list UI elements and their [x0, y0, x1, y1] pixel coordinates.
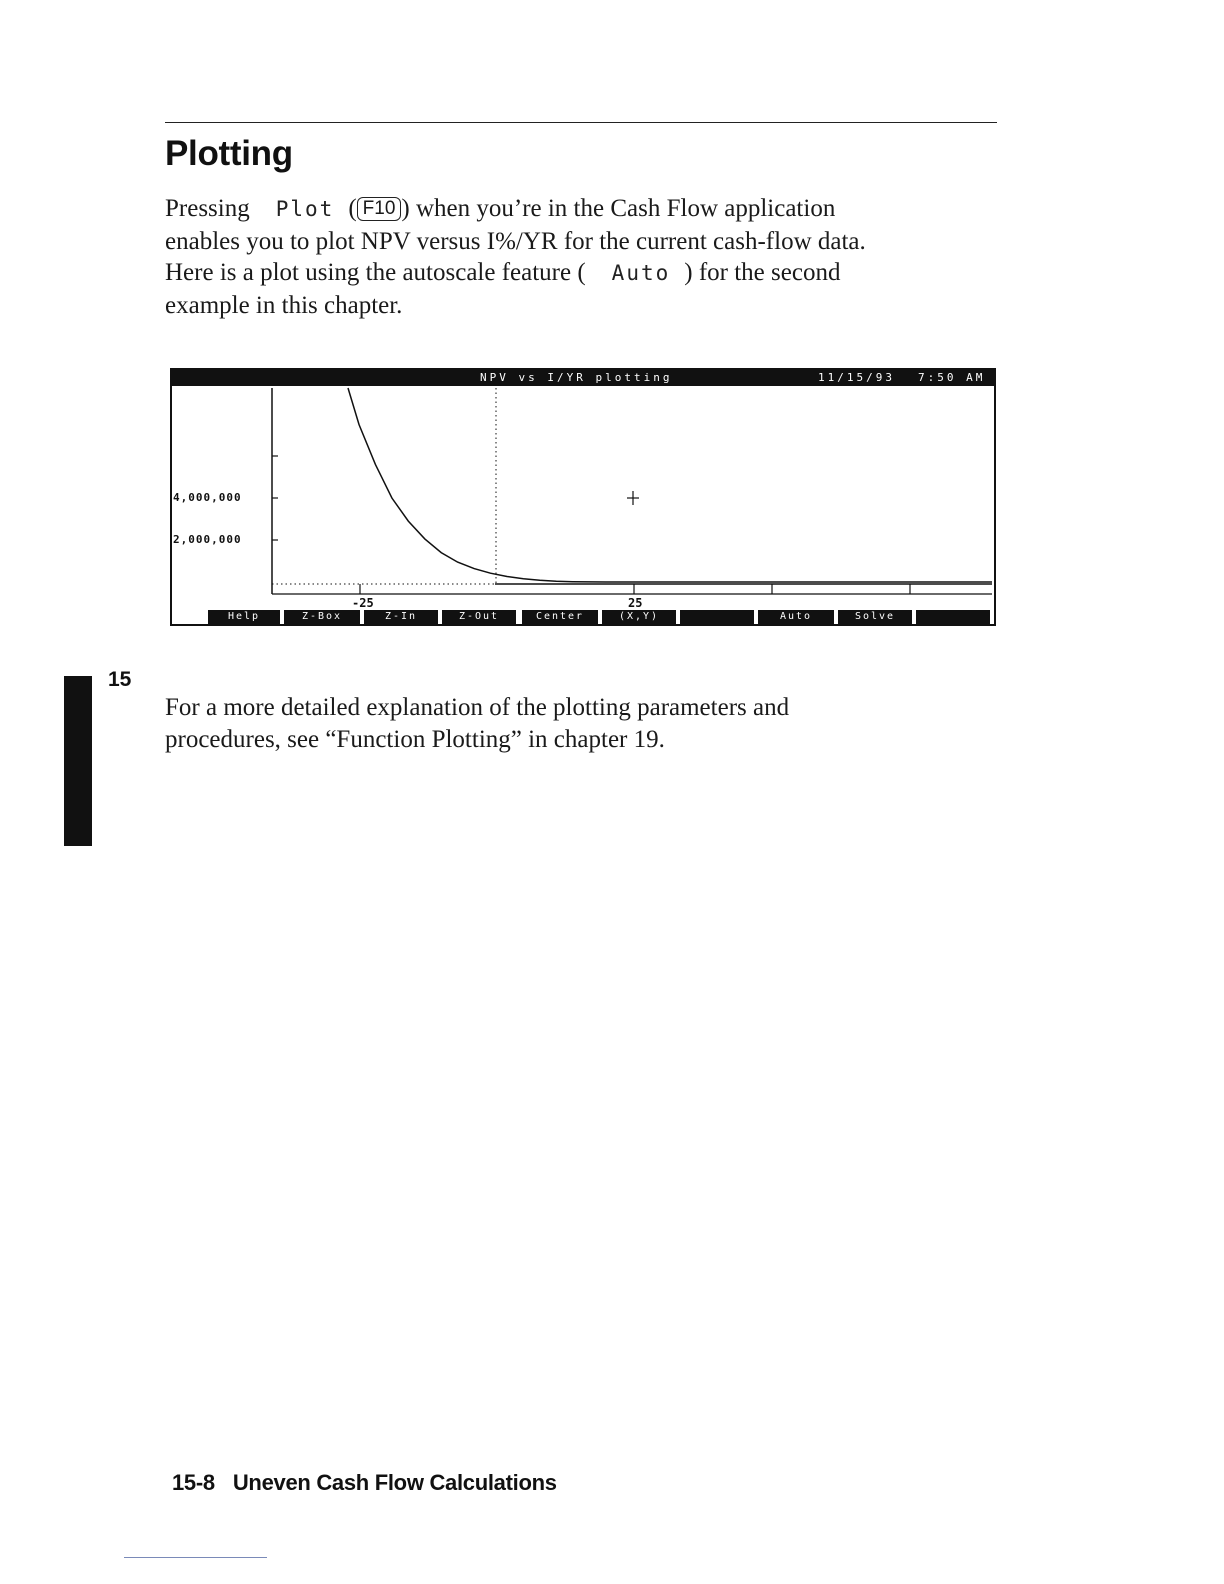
screen-time: 7:50 AM	[918, 371, 986, 384]
outro-line1: For a more detailed explanation of the plotting parameters and	[165, 694, 790, 721]
screen-title-bar	[172, 370, 994, 386]
footer-chapter-title: Uneven Cash Flow Calculations	[232, 1470, 557, 1495]
intro-pressing: Pressing	[165, 195, 250, 222]
outro-line2: procedures, see “Function Plotting” in chapter 19.	[165, 725, 665, 753]
x-tick-label-neg25: -25	[352, 596, 374, 610]
bottom-rule	[124, 1557, 267, 1558]
chapter-thumb-tab	[64, 676, 92, 846]
y-tick-label-2m: 2,000,000	[173, 533, 242, 546]
plot-cursor	[627, 491, 639, 505]
screen-date: 11/15/93	[818, 371, 895, 384]
plot-softkey: Plot	[275, 197, 335, 221]
menu-help[interactable]: Help	[208, 610, 280, 624]
menu-coordinates[interactable]: (X,Y)	[602, 610, 676, 624]
menu-center[interactable]: Center	[522, 610, 598, 624]
chapter-tab-number: 15	[108, 668, 132, 691]
menu-zoom-in[interactable]: Z-In	[364, 610, 438, 624]
softkey-menu	[208, 610, 994, 624]
menu-zoom-box[interactable]: Z-Box	[284, 610, 360, 624]
screen-title: NPV vs I/YR plotting	[480, 371, 673, 384]
menu-solve[interactable]: Solve	[838, 610, 912, 624]
auto-softkey: Auto	[611, 261, 671, 285]
intro-line2: enables you to plot NPV versus I%/YR for the current cash-flow data.	[165, 227, 866, 255]
intro-paragraph: Pressing Plot ( F10 ) when you’re in the Cash Flow application enables you to plot NPV versus I%/YR for the current cash-flow data. Here is a plot using the autoscale feature ( Auto ) for the second example in this chapter.	[165, 195, 866, 319]
footer-page-number: 15-8	[172, 1470, 215, 1495]
intro-line1-rest: ) when you’re in the Cash Flow application	[401, 195, 836, 222]
section-heading: Plotting	[165, 134, 293, 173]
intro-line3-end: ) for the second	[684, 259, 841, 286]
menu-auto[interactable]: Auto	[758, 610, 834, 624]
menu-blank-7[interactable]	[680, 610, 754, 624]
npv-plot-canvas	[172, 370, 994, 624]
intro-line3-start: Here is a plot using the autoscale feature (	[165, 259, 586, 286]
section-rule	[165, 122, 997, 123]
menu-zoom-out[interactable]: Z-Out	[442, 610, 516, 624]
intro-line4: example in this chapter.	[165, 291, 403, 319]
page-footer	[172, 1470, 557, 1496]
plot-screen	[170, 368, 996, 626]
x-tick-label-25: 25	[628, 596, 643, 610]
f10-key: F10	[357, 197, 402, 221]
menu-blank-10[interactable]	[916, 610, 990, 624]
outro-paragraph	[165, 692, 995, 755]
y-tick-label-4m: 4,000,000	[173, 491, 242, 504]
npv-curve	[348, 388, 992, 582]
